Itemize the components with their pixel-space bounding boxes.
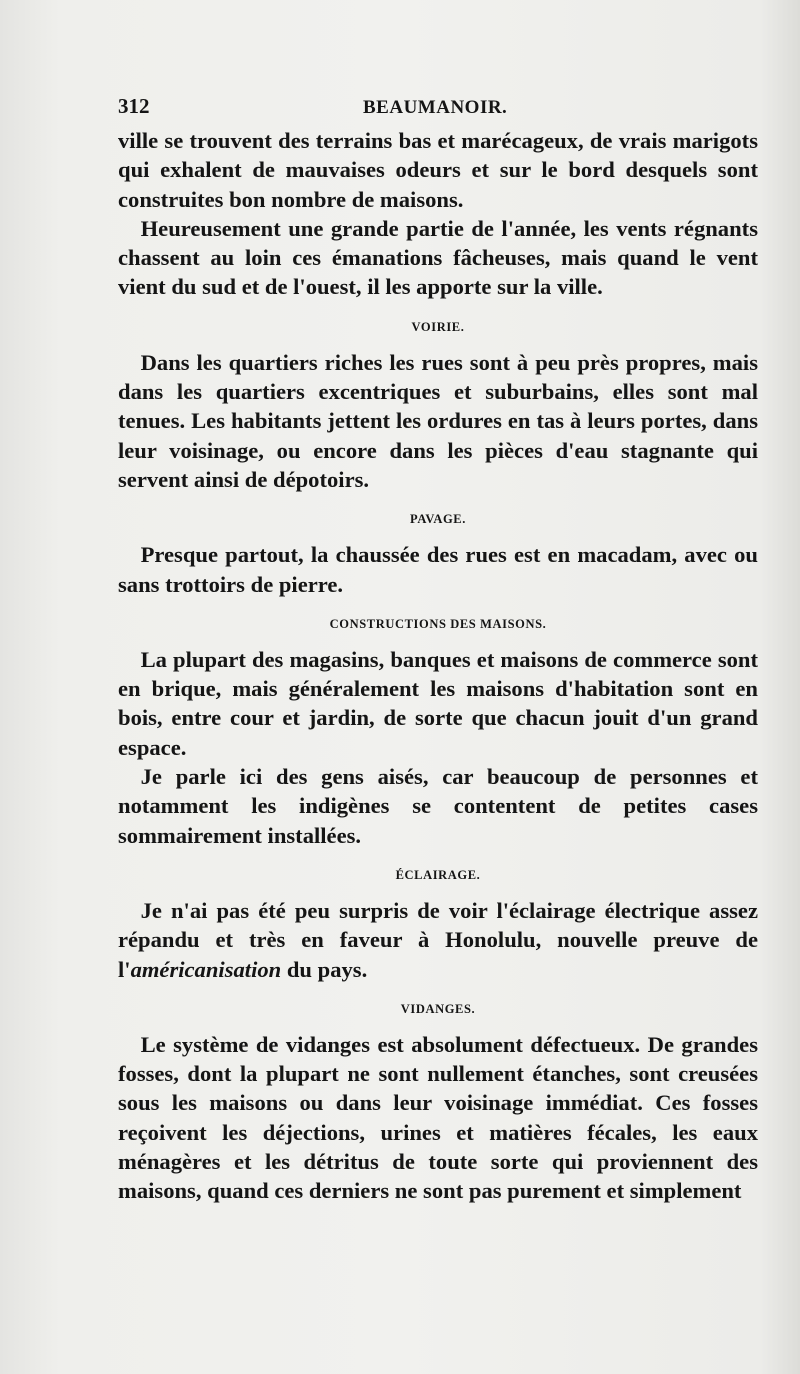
- running-head: [118, 94, 758, 124]
- section-heading-voirie: VOIRIE.: [411, 319, 465, 334]
- section-heading-eclairage: ÉCLAIRAGE.: [395, 867, 481, 882]
- paragraph: Je parle ici des gens aisés, car beaucoup de personnes et notamment les indigènes se contentent de petites cases sommairement installées.: [118, 764, 758, 848]
- paragraph: Presque partout, la chaussée des rues est en macadam, avec ou sans trottoirs de pierre.: [118, 542, 758, 597]
- paragraph: Le système de vidanges est absolument défectueux. De grandes fosses, dont la plupart ne sont nullement étanches, sont creusées sous les maisons ou dans leur voisinage immédiat. Ces fosses reçoivent les déjections, urines et matières fécales, les eaux ménagères et les détritus de toute sorte qui proviennent des maisons, quand ces derniers ne sont pas purement et simplement: [118, 1031, 758, 1204]
- running-title: BEAUMANOIR.: [363, 97, 508, 118]
- page-content: [118, 94, 758, 1206]
- paragraph: Heureusement une grande partie de l'année, les vents régnants chassent au loin ces émanations fâcheuses, mais quand le vent vient du sud et de l'ouest, il les apporte sur la ville.: [118, 215, 758, 300]
- text-run: du pays.: [281, 956, 368, 982]
- paragraph: Dans les quartiers riches les rues sont à peu près propres, mais dans les quartiers excentriques et suburbains, elles sont mal tenues. Les habitants jettent les ordures en tas à leurs portes, dans leur voisinage, ou encore dans les pièces d'eau stagnante qui servent ainsi de dépotoirs.: [118, 349, 758, 492]
- paragraph-continued: ville se trouvent des terrains bas et marécageux, de vrais marigots qui exhalent de mauvaises odeurs et sur le bord desquels sont construites bon nombre de maisons.: [118, 128, 758, 212]
- section-heading-vidanges: VIDANGES.: [400, 1001, 476, 1016]
- section-heading-pavage: PAVAGE.: [410, 512, 466, 527]
- page-number: 312: [118, 94, 150, 118]
- italic-term: américanisation: [130, 956, 282, 982]
- paragraph: La plupart des magasins, banques et maisons de commerce sont en brique, mais généralement les maisons d'habitation sont en bois, entre cour et jardin, de sorte que chacun jouit d'un grand espace.: [118, 646, 758, 760]
- paragraph: [118, 896, 758, 984]
- section-heading-constructions: CONSTRUCTIONS DES MAISONS.: [329, 616, 547, 631]
- text-run: Je n'ai pas été peu surpris de voir l'éclairage électrique assez répandu et très en faveur à Honolulu, nouvelle preuve de l': [118, 897, 758, 982]
